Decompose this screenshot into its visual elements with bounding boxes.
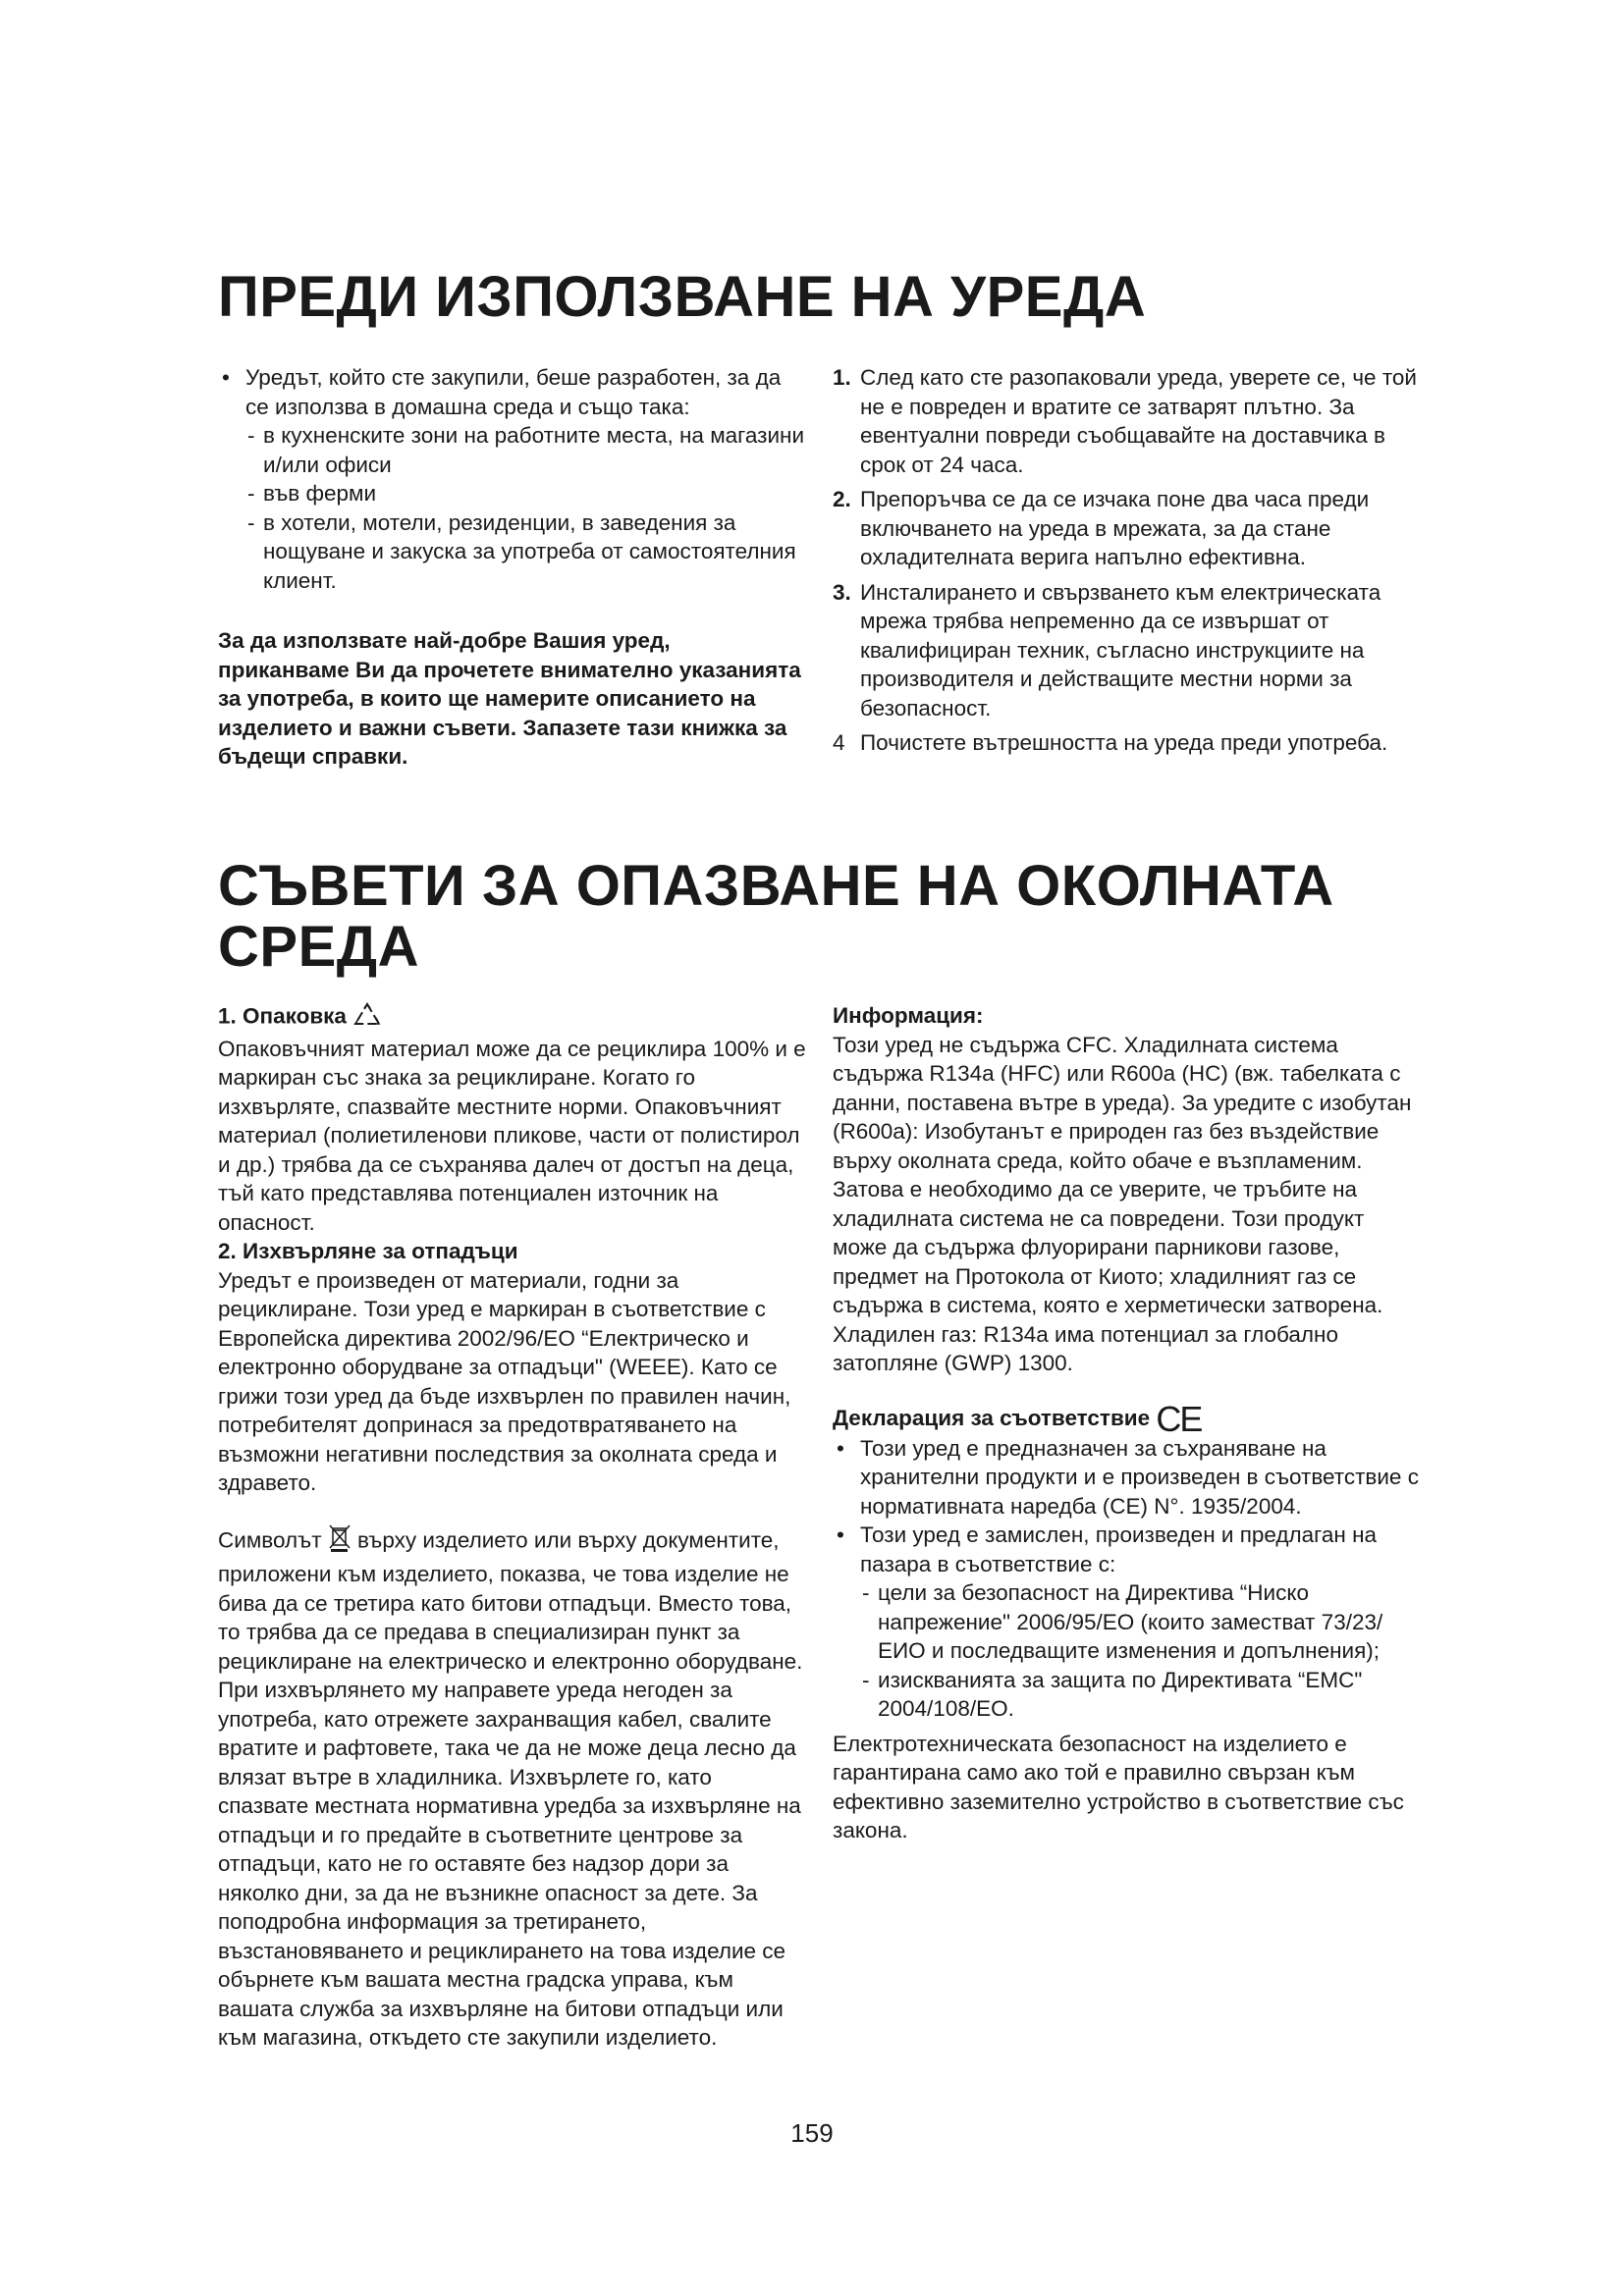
- info-column: [833, 1001, 1422, 1845]
- step-number: 4: [833, 730, 845, 755]
- section-title-environment: СЪВЕТИ ЗА ОПАЗВАНЕ НА ОКОЛНАТА СРЕДА: [218, 854, 1334, 979]
- electrical-safety-text: Електротехническата безопасност на изделието е гарантирана само ако той е правилно свързан към ефективно заземително устройство в съответствие със закона.: [833, 1731, 1404, 1843]
- intro-list: [218, 363, 807, 595]
- intro-column: [218, 363, 807, 772]
- step-number: 3.: [833, 579, 851, 605]
- setup-step: [833, 363, 1422, 479]
- packaging-text: Опаковъчният материал може да се рециклира 100% и е маркиран със знака за рециклиране. Когато го изхвърляте, спазвайте местните норми. Опаковъчният материал (полиетиленови пликове, части от полистирол и др.) трябва да се съхранява далеч от достъп на деца, тъй като представлява потенциален източник на опасност.: [218, 1036, 806, 1235]
- directive-item: - изискванията за защита по Директивата “EMC" 2004/108/EO.: [860, 1666, 1422, 1724]
- usage-location-item: - в хотели, мотели, резиденции, в заведения за нощуване и закуска за употреба от самостоятелния клиент.: [245, 508, 807, 596]
- packaging-heading: [218, 1001, 807, 1035]
- page-number: 159: [790, 2118, 834, 2148]
- usage-locations: [245, 421, 807, 595]
- crossed-bin-icon: [328, 1523, 352, 1561]
- section-title-before-use: ПРЕДИ ИЗПОЛЗВАНЕ НА УРЕДА: [218, 265, 1147, 329]
- setup-steps-column: [833, 363, 1422, 758]
- disposal-text: Уредът е произведен от материали, годни за рециклиране. Този уред е маркиран в съответствие с Европейска директива 2002/96/ЕО “Електрическо и електронно оборудване за отпадъци" (WEEE). Като се грижи този уред да бъде изхвърлен по правилен начин, потребителят допринася за предотвратяването на възможни негативни последствия за околната среда и здравето.: [218, 1267, 791, 1495]
- directive-list: [860, 1578, 1422, 1724]
- information-text: Този уред не съдържа CFC. Хладилната система съдържа R134a (HFC) или R600a (HC) (вж. табелката с данни, поставена вътре в уреда). За уредите с изобутан (R600a): Изобутанът е природен газ без въздействие върху околната среда, който обаче е възпламеним. Затова е необходимо да се уверите, че тръбите на хладилната система не са повредени. Този продукт може да съдържа флуорирани парникови газове, предмет на Протокола от Киото; хладилният газ се съдържа в система, която е херметически затворена. Хладилен газ: R134a има потенциал за глобално затопляне (GWP) 1300.: [833, 1032, 1412, 1375]
- weee-symbol-paragraph: [218, 1523, 807, 2053]
- declaration-heading: [833, 1398, 1422, 1439]
- setup-step: [833, 578, 1422, 723]
- step-text: Инсталирането и свързването към електрическата мрежа трябва непременно да се извършат от квалифициран техник, съгласно инструкциите на производителя и действащите местни норми за безопасност.: [860, 579, 1381, 721]
- recycle-icon: [352, 1001, 382, 1035]
- declaration-list: [833, 1434, 1422, 1724]
- setup-step: [833, 728, 1422, 758]
- usage-location-item: - във ферми: [245, 479, 807, 508]
- step-number: 1.: [833, 365, 851, 390]
- declaration-bullet: • Този уред е предназначен за съхраняване на хранителни продукти и е произведен в съответствие с нормативната наредба (CE) N°. 1935/2004.: [833, 1434, 1422, 1522]
- intro-bullet-text: Уредът, който сте закупили, беше разработен, за да се използва в домашна среда и също така:: [245, 365, 782, 419]
- symbol-text-before: Символът: [218, 1527, 322, 1553]
- setup-steps: [833, 363, 1422, 758]
- step-text: Почистете вътрешността на уреда преди употреба.: [860, 730, 1388, 755]
- setup-step: [833, 485, 1422, 572]
- ce-mark-icon: CE: [1156, 1398, 1202, 1439]
- information-heading: Информация:: [833, 1003, 984, 1028]
- usage-location-item: - в кухненските зони на работните места, на магазини и/или офиси: [245, 421, 807, 479]
- declaration-bullet-text: Този уред е замислен, произведен и предлаган на пазара в съответствие с:: [860, 1522, 1378, 1576]
- step-text: След като сте разопаковали уреда, уверете се, че той не е повреден и вратите се затварят плътно. За евентуални повреди съобщавайте на доставчика в срок от 24 часа.: [860, 365, 1417, 477]
- packaging-heading-text: 1. Опаковка: [218, 1003, 347, 1029]
- step-text: Препоръчва се да се изчака поне два часа преди включването на уреда в мрежата, за да стане охладителната верига напълно ефективна.: [860, 487, 1370, 569]
- recycling-column: [218, 1001, 807, 2053]
- declaration-heading-text: Декларация за съответствие: [833, 1405, 1151, 1430]
- intro-bullet: [218, 363, 807, 595]
- directive-item: - цели за безопасност на Директива “Ниско напрежение" 2006/95/EO (които заместват 73/23/ЕИО и последващите изменения и допълнения);: [860, 1578, 1422, 1666]
- symbol-text-after: върху изделието или върху документите, приложени към изделието, показва, че това изделие не бива да се третира като битови отпадъци. Вместо това, то трябва да се предава в специализиран пункт за рециклиране на електрическо и електронно оборудване. При изхвърлянето му направете уреда негоден за употреба, като отрежете захранващия кабел, свалите вратите и рафтовете, така че да не може деца лесно да влязат вътре в хладилника. Изхвърлете го, като спазвате местната нормативна уредба за изхвърляне на отпадъци и го предайте в съответните центрове за отпадъци, като не го оставяте без надзор дори за няколко дни, за да не възникне опасност за дете. За поподробна информация за третирането, възстановяването и рециклирането на това изделие се обърнете към вашата местна градска управа, към вашата служба за изхвърляне на битови отпадъци или към магазина, откъдето сте закупили изделието.: [218, 1527, 803, 2050]
- declaration-bullet: [833, 1521, 1422, 1724]
- disposal-heading: 2. Изхвърляне за отпадъци: [218, 1239, 518, 1263]
- step-number: 2.: [833, 487, 851, 511]
- read-instructions-note: За да използвате най-добре Вашия уред, приканваме Ви да прочетете внимателно указанията за употреба, в които ще намерите описанието на изделието и важни съвети. Запазете тази книжка за бъдещи справки.: [218, 628, 801, 769]
